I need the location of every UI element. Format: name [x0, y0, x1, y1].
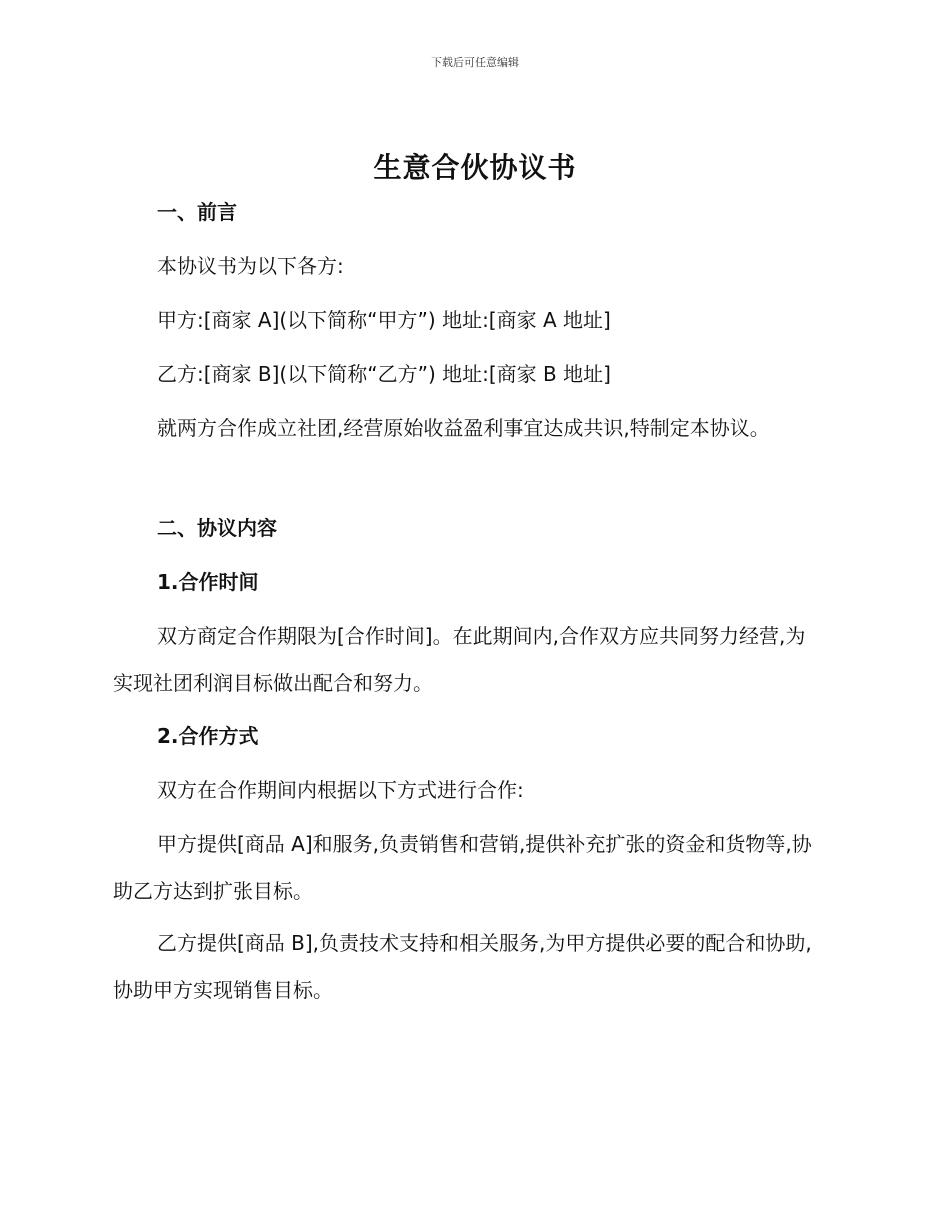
purpose-paragraph: 就两方合作成立社团,经营原始收益盈利事宜达成共识,特制定本协议。 [157, 416, 770, 440]
document-title: 生意合伙协议书 [373, 151, 577, 184]
section-heading-agreement: 二、协议内容 [157, 516, 277, 540]
subsection-heading-term: 1.合作时间 [157, 570, 259, 594]
section-heading-preface: 一、前言 [157, 200, 237, 224]
party-b-paragraph: 乙方:[商家 B](以下简称“乙方”) 地址:[商家 B 地址] [157, 362, 611, 386]
intro-paragraph: 本协议书为以下各方: [157, 254, 344, 278]
term-paragraph: 双方商定合作期限为[合作时间]。在此期间内,合作双方应共同努力经营,为实现社团利润目标做出配合和努力。 [113, 624, 806, 695]
party-b-duties-paragraph: 乙方提供[商品 B],负责技术支持和相关服务,为甲方提供必要的配合和协助,协助甲方实现销售目标。 [113, 931, 812, 1002]
subsection-heading-method: 2.合作方式 [157, 724, 259, 748]
party-a-paragraph: 甲方:[商家 A](以下简称“甲方”) 地址:[商家 A 地址] [157, 308, 611, 332]
method-intro-paragraph: 双方在合作期间内根据以下方式进行合作: [157, 778, 524, 802]
page-header: 下载后可任意编辑 [431, 56, 519, 69]
party-a-duties-paragraph: 甲方提供[商品 A]和服务,负责销售和营销,提供补充扩张的资金和货物等,协助乙方达到扩张目标。 [113, 832, 812, 903]
